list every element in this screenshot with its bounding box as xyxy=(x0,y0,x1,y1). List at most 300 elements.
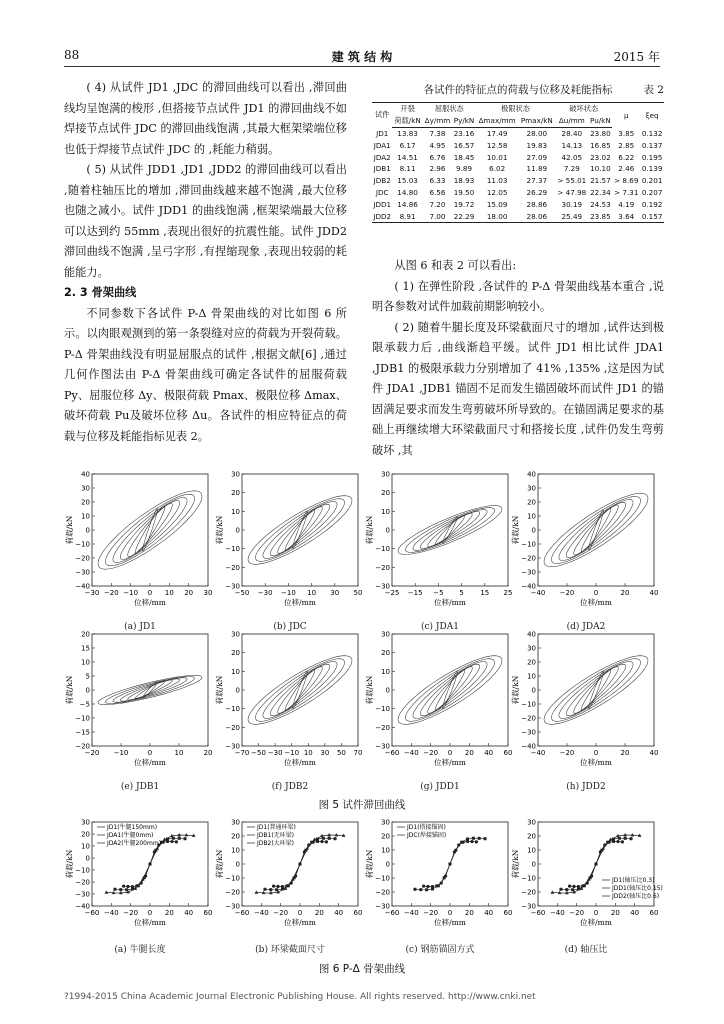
x-tick-label: −20 xyxy=(559,589,575,597)
y-tick-label: 10 xyxy=(81,842,90,851)
x-tick-label: −10 xyxy=(113,749,129,757)
y-tick-label: −30 xyxy=(375,582,390,591)
x-tick-label: −60 xyxy=(530,909,546,917)
panel-label: (e) JDB1 xyxy=(120,782,160,792)
hysteresis-plot xyxy=(512,630,660,782)
hysteresis-loop xyxy=(544,493,648,566)
hysteresis-loop xyxy=(574,505,619,555)
table-cell: 30.19 xyxy=(561,199,583,209)
y-tick-label: 15 xyxy=(81,644,90,653)
skeleton-plot xyxy=(511,818,663,942)
table-header: Δmax/mm xyxy=(476,115,519,127)
x-axis-label: 位移/mm xyxy=(284,918,316,927)
x-tick-label: −60 xyxy=(234,909,250,917)
data-point xyxy=(431,887,434,890)
y-tick-label: −30 xyxy=(521,902,536,911)
x-tick-label: 50 xyxy=(336,749,346,757)
table-row xyxy=(372,175,664,187)
y-tick-label: −40 xyxy=(75,902,90,911)
y-tick-label: −30 xyxy=(75,568,90,577)
y-tick-label: 20 xyxy=(81,830,90,839)
y-tick-label: 20 xyxy=(231,832,240,841)
table-header: Pu/kN xyxy=(589,116,611,126)
paragraph: 不同参数下各试件 P-Δ 骨架曲线的对比如图 6 所示。以肉眼观测到的第一条裂缝对应的荷载为开裂荷载。P-Δ 骨架曲线没有明显屈服点的试件 ,根据文献[6] ,通过几何作图法由 P-Δ 骨架曲线可确定各试件的屈服荷载 Py、屈服位移 Δy、极限荷载 Pmax、极限位移 Δmax、破坏荷载 Pu及破坏位移 Δu。各试件的相应特征点的荷载与位移及耗能指标见表 2。 xyxy=(64,306,347,443)
data-point xyxy=(460,841,463,844)
data-point xyxy=(621,840,624,843)
table-row xyxy=(372,187,664,199)
legend-entry: JD1(轴压比0.3) xyxy=(612,877,655,884)
x-tick-label: −20 xyxy=(103,589,119,597)
table-row xyxy=(372,139,664,151)
x-tick-label: −10 xyxy=(123,589,139,597)
data-point xyxy=(320,840,323,843)
x-tick-label: 60 xyxy=(503,909,513,917)
table-cell: JDD1 xyxy=(373,199,392,209)
data-point xyxy=(426,885,429,888)
y-tick-label: −20 xyxy=(375,723,390,732)
y-tick-label: 0 xyxy=(85,526,90,535)
data-point xyxy=(437,884,440,887)
data-point xyxy=(454,849,457,852)
y-tick-label: 0 xyxy=(235,526,240,535)
table-cell: 6.56 xyxy=(429,187,446,197)
y-axis-label: 荷载/kN xyxy=(65,515,74,545)
y-tick-label: −20 xyxy=(75,878,90,887)
panel-label: (c) 钢筋锚固方式 xyxy=(405,945,475,955)
table-group-header: 开裂 xyxy=(392,103,422,115)
x-tick-label: 60 xyxy=(203,909,213,917)
table-cell: 4.95 xyxy=(429,140,446,150)
data-point xyxy=(275,888,278,891)
y-tick-label: −40 xyxy=(75,582,90,591)
data-point xyxy=(449,863,452,866)
paragraph: ( 2) 随着牛腿长度及环梁截面尺寸的增加 ,试件达到极限承载力后 ,曲线渐趋平缓。试件 JD1 相比试件 JDA1 ,JDB1 的极限承载力分别增加了 41% ,135% ,这是因为试件 JDA1 ,JDB1 锚固不足而发生锚固破坏而试件 JD1 的锚固满足要求而发生弯剪破坏所导致的。在锚固满足要求的基础上再继续增大环梁截面尺寸和搭接长度 ,试件仍发生弯剪破坏 ,其 xyxy=(372,320,664,457)
y-axis-label: 荷载/kN xyxy=(65,849,74,879)
table-cell: JDA1 xyxy=(373,140,391,150)
data-point xyxy=(119,888,122,891)
x-tick-label: −20 xyxy=(123,909,139,917)
y-axis-label: 荷载/kN xyxy=(365,849,374,879)
y-tick-label: −20 xyxy=(225,723,240,732)
table-cell: 23.16 xyxy=(453,128,475,138)
y-tick-label: −20 xyxy=(521,714,536,723)
hysteresis-panel xyxy=(66,630,214,792)
data-point xyxy=(565,888,568,891)
x-tick-label: 0 xyxy=(447,909,453,917)
plot-frame xyxy=(538,634,654,746)
hysteresis-loop xyxy=(105,494,194,566)
data-point xyxy=(472,837,475,840)
y-tick-label: −40 xyxy=(521,742,536,751)
panel-label: (h) JDD2 xyxy=(566,782,606,792)
table-cell: 13.83 xyxy=(397,128,418,138)
y-tick-label: 0 xyxy=(531,860,536,869)
data-point xyxy=(272,885,275,888)
panel-label: (b) 环梁截面尺寸 xyxy=(255,945,325,955)
x-tick-label: 20 xyxy=(184,589,194,597)
data-table xyxy=(372,102,664,223)
y-tick-label: 30 xyxy=(381,630,390,639)
table-cell: 14.13 xyxy=(561,140,583,150)
y-tick-label: −20 xyxy=(75,554,90,563)
y-tick-label: −30 xyxy=(225,902,240,911)
x-tick-label: 60 xyxy=(649,909,659,917)
table-group-header: 屈服状态 xyxy=(423,103,476,115)
y-tick-label: 30 xyxy=(81,484,90,493)
table-cell: 15.09 xyxy=(486,199,508,209)
table-cell: JDB2 xyxy=(373,176,391,186)
panel-label: (f) JDB2 xyxy=(271,782,309,792)
x-tick-label: 10 xyxy=(307,589,317,597)
table-header: 荷载/kN xyxy=(392,115,422,127)
x-tick-label: 0 xyxy=(593,589,599,597)
footer-copyright: ?1994-2015 China Academic Journal Electronic Publishing House. All rights reserved. http://www.cnki.net xyxy=(64,992,536,1002)
table-cell: 27.09 xyxy=(526,152,548,162)
x-tick-label: 5 xyxy=(459,589,464,597)
hysteresis-loop xyxy=(551,497,640,564)
y-tick-label: −20 xyxy=(225,563,240,572)
y-tick-label: −10 xyxy=(521,874,536,883)
hysteresis-plot xyxy=(216,470,364,622)
table-cell: 42.05 xyxy=(561,152,583,162)
y-tick-label: −10 xyxy=(521,700,536,709)
x-tick-label: −10 xyxy=(284,749,300,757)
table-cell: 21.57 xyxy=(590,176,611,186)
x-tick-label: 20 xyxy=(620,589,630,597)
x-tick-label: 40 xyxy=(484,749,494,757)
y-tick-label: −10 xyxy=(75,714,90,723)
y-tick-label: −10 xyxy=(375,545,390,554)
hysteresis-loop xyxy=(105,677,194,704)
y-tick-label: 20 xyxy=(381,489,390,498)
y-tick-label: 30 xyxy=(231,470,240,479)
y-tick-label: 0 xyxy=(235,686,240,695)
table-cell: 27.37 xyxy=(526,176,548,186)
table-cell: 12.58 xyxy=(486,140,508,150)
x-tick-label: 40 xyxy=(334,909,344,917)
x-tick-label: 0 xyxy=(147,749,153,757)
x-tick-label: −20 xyxy=(423,909,439,917)
y-tick-label: 40 xyxy=(527,470,536,479)
table-cell: 6.22 xyxy=(618,152,635,162)
x-tick-label: 40 xyxy=(630,909,640,917)
y-tick-label: 30 xyxy=(231,818,240,827)
y-tick-label: 10 xyxy=(381,667,390,676)
hysteresis-plot xyxy=(66,630,214,782)
panel-label: (d) JDA2 xyxy=(566,622,606,632)
x-tick-label: −70 xyxy=(234,749,250,757)
figure-5-caption: 图 5 试件滞回曲线 xyxy=(318,799,406,811)
skeleton-plot xyxy=(216,818,364,942)
y-tick-label: 10 xyxy=(381,507,390,516)
table-cell: 7.20 xyxy=(429,199,446,209)
table-cell: 14.51 xyxy=(397,152,418,162)
data-point xyxy=(125,888,128,891)
table-cell: 23.02 xyxy=(590,152,611,162)
hysteresis-loop xyxy=(263,662,337,719)
y-tick-label: −20 xyxy=(375,888,390,897)
table-group-header: 破坏状态 xyxy=(555,103,612,115)
data-point xyxy=(334,837,337,840)
y-tick-label: −30 xyxy=(375,742,390,751)
x-tick-label: 40 xyxy=(649,589,659,597)
y-tick-label: 10 xyxy=(231,507,240,516)
x-tick-label: −20 xyxy=(569,909,585,917)
data-point xyxy=(425,888,428,891)
table-header: Δu/mm xyxy=(555,115,588,127)
table-cell: 14.80 xyxy=(397,187,418,197)
y-tick-label: −20 xyxy=(225,888,240,897)
table-cell: 18.00 xyxy=(476,210,519,222)
x-tick-label: −40 xyxy=(549,909,565,917)
data-point xyxy=(422,885,425,888)
x-axis-label: 位移/mm xyxy=(434,918,466,927)
y-tick-label: −20 xyxy=(75,742,90,751)
paragraph: ( 5) 从试件 JDD1 ,JD1 ,JDD2 的滞回曲线可以看出 ,随着柱轴压比的增加 ,滞回曲线越来越不饱满 ,最大位移也随之减小。试件 JDD1 的曲线饱满 ,框架梁端最大位移可以达到约 55mm ,表现出很好的抗震性能。试件 JDD2 滞回曲线不饱满 ,呈弓字形 ,有捏缩现象 ,表现出较弱的耗能能力。 xyxy=(64,163,347,279)
table-cell: 10.01 xyxy=(486,152,508,162)
table-cell: 19.72 xyxy=(453,199,475,209)
y-axis-label: 荷载/kN xyxy=(215,675,224,705)
x-tick-label: 20 xyxy=(464,909,474,917)
y-tick-label: 10 xyxy=(527,512,536,521)
y-tick-label: 0 xyxy=(531,526,536,535)
table-cell: JDD2 xyxy=(373,211,392,221)
hysteresis-loop xyxy=(248,496,352,565)
y-tick-label: 10 xyxy=(381,846,390,855)
x-tick-label: −40 xyxy=(253,909,269,917)
data-point xyxy=(170,840,173,843)
table-row xyxy=(372,151,664,163)
data-point xyxy=(572,885,575,888)
y-tick-label: −20 xyxy=(375,563,390,572)
x-axis-label: 位移/mm xyxy=(134,598,166,607)
data-point xyxy=(624,837,627,840)
x-tick-label: −30 xyxy=(267,749,283,757)
table-cell: 15.03 xyxy=(397,176,418,186)
table-cell: 18.45 xyxy=(453,152,475,162)
plot-frame xyxy=(242,474,358,586)
legend-entry: JDB2(大环梁) xyxy=(257,840,295,847)
x-axis-label: 位移/mm xyxy=(434,758,466,767)
x-tick-label: 0 xyxy=(593,909,599,917)
figure-6-caption: 图 6 P-Δ 骨架曲线 xyxy=(318,963,406,975)
table-cell: 14.86 xyxy=(397,199,418,209)
y-tick-label: −10 xyxy=(521,540,536,549)
x-tick-label: −20 xyxy=(273,909,289,917)
x-tick-label: −30 xyxy=(257,589,273,597)
hysteresis-loop xyxy=(398,506,502,555)
y-axis-label: 荷载/kN xyxy=(215,849,224,879)
x-tick-label: 20 xyxy=(203,749,213,757)
table-cell: 16.85 xyxy=(590,140,611,150)
table-cell: 7.29 xyxy=(563,164,580,174)
hysteresis-loop xyxy=(405,659,494,722)
y-tick-label: 20 xyxy=(231,649,240,658)
data-point xyxy=(568,885,571,888)
x-tick-label: 20 xyxy=(620,749,630,757)
x-tick-label: 40 xyxy=(649,749,659,757)
data-point xyxy=(466,838,469,841)
plot-frame xyxy=(538,474,654,586)
y-tick-label: 10 xyxy=(81,512,90,521)
data-point xyxy=(178,837,181,840)
paragraph: ( 1) 在弹性阶段 ,各试件的 P-Δ 骨架曲线基本重合 ,说明各参数对试件加载前期影响较小。 xyxy=(372,279,664,313)
data-point xyxy=(263,888,266,891)
paragraph: ( 4) 从试件 JD1 ,JDC 的滞回曲线可以看出 ,滞回曲线均呈饱满的梭形 ,但搭接节点试件 JD1 的滞回曲线不如焊接节点试件 JDC 的滞回曲线饱满 ,其最大框架梁端位移也低于焊接节点试件 JDC 的 ,耗能力稍弱。 xyxy=(64,81,347,156)
data-point xyxy=(276,885,279,888)
y-tick-label: −30 xyxy=(521,568,536,577)
hysteresis-loop xyxy=(544,656,648,725)
data-point xyxy=(175,840,178,843)
x-tick-label: 40 xyxy=(184,909,194,917)
table-cell: 17.49 xyxy=(486,128,508,138)
table-cell: 8.11 xyxy=(399,164,416,174)
table-cell: 18.93 xyxy=(453,176,475,186)
data-point xyxy=(551,890,555,893)
x-tick-label: −25 xyxy=(384,589,400,597)
x-tick-label: −10 xyxy=(281,589,296,597)
y-tick-label: −10 xyxy=(75,540,90,549)
y-tick-label: 0 xyxy=(385,526,390,535)
data-point xyxy=(328,837,331,840)
hysteresis-panel xyxy=(512,470,660,632)
y-tick-label: 10 xyxy=(231,667,240,676)
y-tick-label: −15 xyxy=(75,728,90,737)
y-axis-label: 荷载/kN xyxy=(511,515,520,545)
table-cell: JDC xyxy=(375,187,389,197)
x-tick-label: 0 xyxy=(297,909,303,917)
y-tick-label: −10 xyxy=(225,874,240,883)
x-tick-label: 25 xyxy=(503,589,513,597)
table-cell: 0.137 xyxy=(641,140,663,150)
x-tick-label: −50 xyxy=(234,589,250,597)
x-tick-label: −20 xyxy=(84,749,100,757)
plot-frame xyxy=(392,634,508,746)
hysteresis-plot xyxy=(512,470,660,622)
plot-frame xyxy=(92,474,208,586)
y-tick-label: −10 xyxy=(375,874,390,883)
legend-entry: JDD2(轴压比0.6) xyxy=(612,893,660,900)
data-point xyxy=(630,837,633,840)
table-cell: 28.00 xyxy=(526,128,548,138)
skeleton-panel xyxy=(366,818,514,955)
table-cell: JDB1 xyxy=(373,164,391,174)
table-cell: 23.85 xyxy=(590,211,611,221)
table-cell: 0.192 xyxy=(641,199,663,209)
table-cell: 19.83 xyxy=(526,140,548,150)
legend-entry: JDC(焊接锚固) xyxy=(407,832,447,839)
hysteresis-loop xyxy=(98,491,202,569)
table-cell: > 47.98 xyxy=(557,187,587,197)
hysteresis-loop xyxy=(98,675,202,704)
data-point xyxy=(623,833,627,836)
data-point xyxy=(419,888,422,891)
x-tick-label: −15 xyxy=(407,589,423,597)
table-cell: JD1 xyxy=(376,128,389,138)
hysteresis-panel xyxy=(366,470,514,632)
x-tick-label: 30 xyxy=(320,749,330,757)
table-cell: 25.49 xyxy=(555,210,588,222)
y-tick-label: 0 xyxy=(385,860,390,869)
table-cell: 4.19 xyxy=(618,199,635,209)
y-tick-label: 5 xyxy=(85,672,90,681)
x-tick-label: 50 xyxy=(353,589,363,597)
right-column xyxy=(372,256,664,461)
y-tick-label: 20 xyxy=(81,498,90,507)
plot-frame xyxy=(242,634,358,746)
x-tick-label: 15 xyxy=(480,589,490,597)
table-header: μ xyxy=(612,103,640,128)
hysteresis-panel xyxy=(366,630,514,792)
hysteresis-loop xyxy=(428,667,473,714)
data-point xyxy=(571,888,574,891)
table-cell: 28.06 xyxy=(518,210,555,222)
y-axis-label: 荷载/kN xyxy=(365,675,374,705)
hysteresis-loop xyxy=(405,508,494,553)
hysteresis-loop xyxy=(574,667,619,714)
table-cell: 6.76 xyxy=(429,152,446,162)
y-axis-label: 荷载/kN xyxy=(65,675,74,705)
table-cell: 24.53 xyxy=(590,199,611,209)
hysteresis-loop xyxy=(278,507,323,554)
x-tick-label: −60 xyxy=(384,749,400,757)
header-rule xyxy=(64,66,660,67)
y-tick-label: 0 xyxy=(385,686,390,695)
y-tick-label: 20 xyxy=(231,489,240,498)
y-tick-label: −30 xyxy=(225,582,240,591)
x-axis-label: 位移/mm xyxy=(134,758,166,767)
table-cell: 2.46 xyxy=(618,164,635,174)
data-point xyxy=(177,833,181,836)
data-point xyxy=(325,840,328,843)
x-tick-label: 60 xyxy=(353,909,363,917)
hysteresis-panel xyxy=(216,630,364,792)
y-tick-label: 10 xyxy=(527,846,536,855)
y-tick-label: 20 xyxy=(81,630,90,639)
y-tick-label: 0 xyxy=(235,860,240,869)
table-cell: 8.91 xyxy=(392,210,422,222)
table-cell: 3.64 xyxy=(612,210,640,222)
table-cell: > 8.69 xyxy=(614,176,639,186)
year: 2015 年 xyxy=(613,50,660,64)
legend-entry: JDB1(无环梁) xyxy=(257,832,295,839)
y-tick-label: −20 xyxy=(521,888,536,897)
table-cell: 12.05 xyxy=(486,187,508,197)
skeleton-panel xyxy=(216,818,364,955)
hysteresis-loop xyxy=(428,513,473,546)
x-tick-label: −20 xyxy=(423,749,439,757)
table-cell: 6.33 xyxy=(429,176,446,186)
y-tick-label: −40 xyxy=(521,582,536,591)
legend-entry: JDA2(牛腿200mm) xyxy=(107,840,162,847)
panel-label: (g) JDD1 xyxy=(420,782,460,792)
x-tick-label: 20 xyxy=(314,909,324,917)
x-tick-label: 60 xyxy=(503,749,513,757)
skeleton-plot xyxy=(366,818,514,942)
hysteresis-loop xyxy=(559,500,633,561)
table-cell: 28.86 xyxy=(526,199,548,209)
table-cell: 0.157 xyxy=(641,211,663,221)
data-point xyxy=(559,888,562,891)
y-tick-label: 10 xyxy=(527,672,536,681)
x-tick-label: 0 xyxy=(593,749,599,757)
legend-entry: JDA1(牛腿0mm) xyxy=(107,832,154,839)
hysteresis-loop xyxy=(551,659,640,722)
table-cell: JDA2 xyxy=(373,152,391,162)
table-number: 表 2 xyxy=(643,84,664,96)
y-tick-label: −5 xyxy=(79,700,90,709)
data-point xyxy=(413,888,416,891)
